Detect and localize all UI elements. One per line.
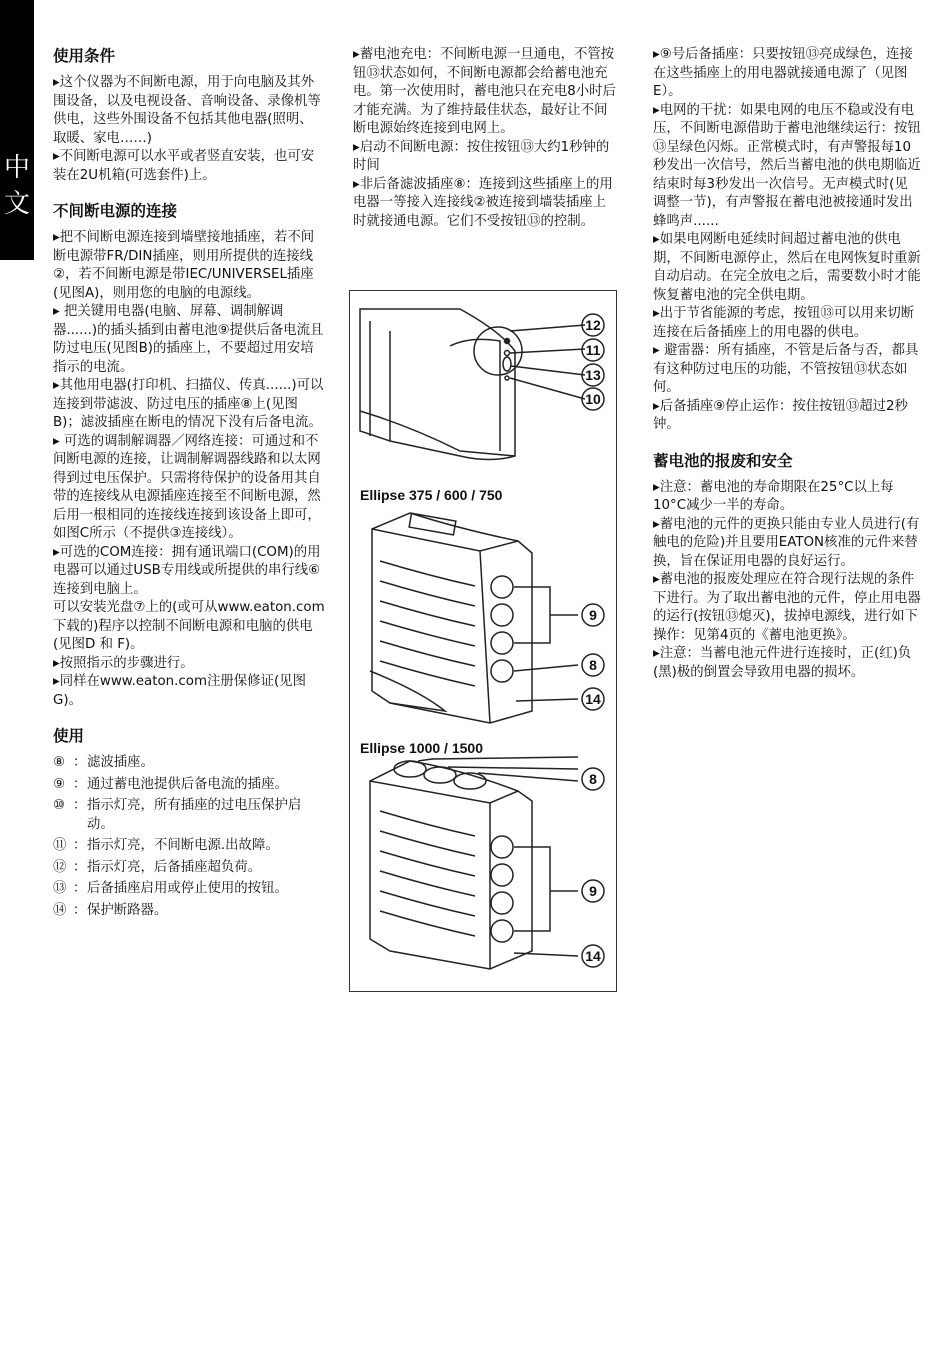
item-colon: ： [73,902,87,918]
paragraph: ▸不间断电源可以水平或者竖直安装，也可安装在2U机箱(可选套件)上。 [53,149,315,183]
item-colon: ： [73,755,87,770]
item-number: ⑪ [53,838,67,853]
heading-connection: 不间断电源的连接 [53,202,178,220]
ups-375-view [370,513,578,723]
paragraph: ▸同样在www.eaton.com注册保修证(见图G)。 [53,674,306,708]
callout-label: 9 [589,883,597,899]
list-item [53,837,325,856]
item-number: ⑭ [53,902,67,918]
column-middle [353,46,619,231]
paragraph: ▸这个仪器为不间断电源，用于向电脑及其外围设备，以及电视设备、音响设备、录像机等供电，这些外围设备不包括其他电器(照明、取暖、家电……) [53,75,321,146]
language-tab [0,0,34,260]
ups-illustration [350,291,616,991]
item-text: 后备插座启用或停止使用的按钮。 [87,881,288,896]
item-colon: ： [73,776,87,792]
callout-label: 14 [585,691,601,707]
paragraph: ▸蓄电池的报废处理应在符合现行法规的条件下进行。为了取出蓄电池的元件，停止用电器的运行(按钮⑬熄灭)，拔掉电源线，进行如下操作：见第4页的《蓄电池更换》。 [653,572,921,643]
paragraph: ▸启动不间断电源：按住按钮⑬大约1秒钟的时间 [353,139,610,173]
paragraph: ▸出于节省能源的考虑，按钮⑬可以用来切断连接在后备插座上的用电器的供电。 [653,306,915,340]
paragraph: ▸其他用电器(打印机、扫描仪、传真......)可以连接到带滤波、防过电压的插座⑧上(见图B)；滤波插座在断电的情况下没有后备电流。 [53,378,324,430]
item-colon: ： [73,881,87,896]
callout-label: 13 [585,367,601,383]
item-colon: ： [73,798,87,813]
paragraph: ▸把不间断电源连接到墙壁接地插座，若不间断电源带FR/DIN插座，则用所提供的连接线②，若不间断电源是带IEC/UNIVERSEL插座(见图A)，则用您的电脑的电源线。 [53,230,315,301]
item-text: 指示灯亮，不间断电源.出故障。 [87,838,279,853]
item-text: 保护断路器。 [87,902,168,918]
paragraph: ▸ 把关键用电器(电脑、屏幕、调制解调器......)的插头插到由蓄电池⑨提供后备电流且防过电压(见图B)的插座上，不要超过用安培指示的电流。 [53,304,324,375]
ups-side-view [360,309,585,460]
figure-caption: Ellipse 375 / 600 / 750 [360,487,503,503]
paragraph: ▸ 可选的调制解调器／网络连接：可通过和不间断电源的连接，让调制解调器线路和以太网得到过电压保护。只需将待保护的设备用其自带的连接线从电源插座连接至不间断电源，然后用一根相同的连接线连接到该设备上即可，如图C所示（不提供③连接线）。 [53,433,321,541]
callout-label: 12 [585,317,601,333]
list-item [53,754,325,773]
paragraph: ▸后备插座⑨停止运作：按住按钮⑬超过2秒钟。 [653,398,908,432]
language-tab-label: 中文 [3,153,30,219]
column-right [653,46,921,682]
paragraph: ▸按照指示的步骤进行。 [53,655,194,671]
product-figure [349,290,617,992]
list-item [53,880,325,899]
item-number: ⑧ [53,755,66,770]
use-list [53,754,325,920]
paragraph: ▸电网的干扰：如果电网的电压不稳或没有电压，不间断电源借助于蓄电池继续运行：按钮⑬呈绿色闪烁。正常模式时，有声警报每10秒发出一次信号，然后当蓄电池的供电期临近结束时每3秒发出一次信号。无声模式时(见调整一节)，有声警报在蓄电池被接通时发出蜂鸣声...... [653,102,921,229]
item-text: 通过蓄电池提供后备电流的插座。 [87,776,288,792]
figure-caption: Ellipse 1000 / 1500 [360,740,483,756]
item-colon: ： [73,859,87,875]
callout-label: 8 [589,771,597,787]
callout-label: 9 [589,607,597,623]
paragraph: 可以安装光盘⑦上的(或可从www.eaton.com下载的)程序以控制不间断电源和电脑的供电(见图D 和 F)。 [53,600,325,652]
item-number: ⑫ [53,859,67,875]
paragraph: ▸蓄电池的元件的更换只能由专业人员进行(有触电的危险)并且要用EATON核准的元件来替换，旨在保证用电器的良好运行。 [653,516,920,569]
paragraph: ▸蓄电池充电：不间断电源一旦通电，不管按钮⑬状态如何，不间断电源都会给蓄电池充电。第一次使用时，蓄电池只在充电8小时后才能充满。为了维持最佳状态，最好让不间断电源始终连接到电网上。 [353,47,616,136]
paragraph: ▸可选的COM连接：拥有通讯端口(COM)的用电器可以通过USB专用线或所提供的串行线⑥连接到电脑上。 [53,544,321,597]
paragraph: ▸注意：蓄电池的寿命期限在25°C以上每10°C减少一半的寿命。 [653,479,894,513]
callout-label: 11 [585,342,601,358]
paragraph: ▸ 避雷器：所有插座，不管是后备与否，都具有这种防过电压的功能，不管按钮⑬状态如何。 [653,343,919,395]
paragraph: ▸如果电网断电延续时间超过蓄电池的供电期，不间断电源停止，然后在电网恢复时重新自动启动。在完全放电之后，需要数小时才能恢复蓄电池的完全供电期。 [653,232,921,303]
paragraph: ▸非后备滤波插座⑧：连接到这些插座上的用电器一等接入连接线②被连接到墙装插座上时就接通电源。它们不受按钮⑬的控制。 [353,176,613,229]
list-item [53,902,325,921]
item-text: 指示灯亮，所有插座的过电压保护启动。 [87,798,302,832]
list-item [53,797,325,834]
column-left [53,46,325,923]
heading-use: 使用 [53,727,85,745]
heading-battery: 蓄电池的报废和安全 [653,451,793,470]
list-item [53,776,325,795]
paragraph: ▸注意：当蓄电池元件进行连接时，正(红)负(黑)极的倒置会导致用电器的损坏。 [653,646,912,680]
ups-1000-view [370,757,578,969]
item-text: 滤波插座。 [87,755,154,770]
callout-label: 14 [585,948,601,964]
heading-conditions: 使用条件 [53,47,116,65]
callout-label: 8 [589,657,597,673]
item-number: ⑨ [53,776,66,792]
item-number: ⑩ [53,798,66,813]
callout-label: 10 [585,391,601,407]
item-number: ⑬ [53,881,67,896]
paragraph: ▸⑨号后备插座：只要按钮⑬亮成绿色，连接在这些插座上的用电器就接通电源了（见图E）。 [653,47,913,99]
list-item [53,859,325,878]
item-text: 指示灯亮，后备插座超负荷。 [87,859,262,875]
item-colon: ： [73,838,87,853]
